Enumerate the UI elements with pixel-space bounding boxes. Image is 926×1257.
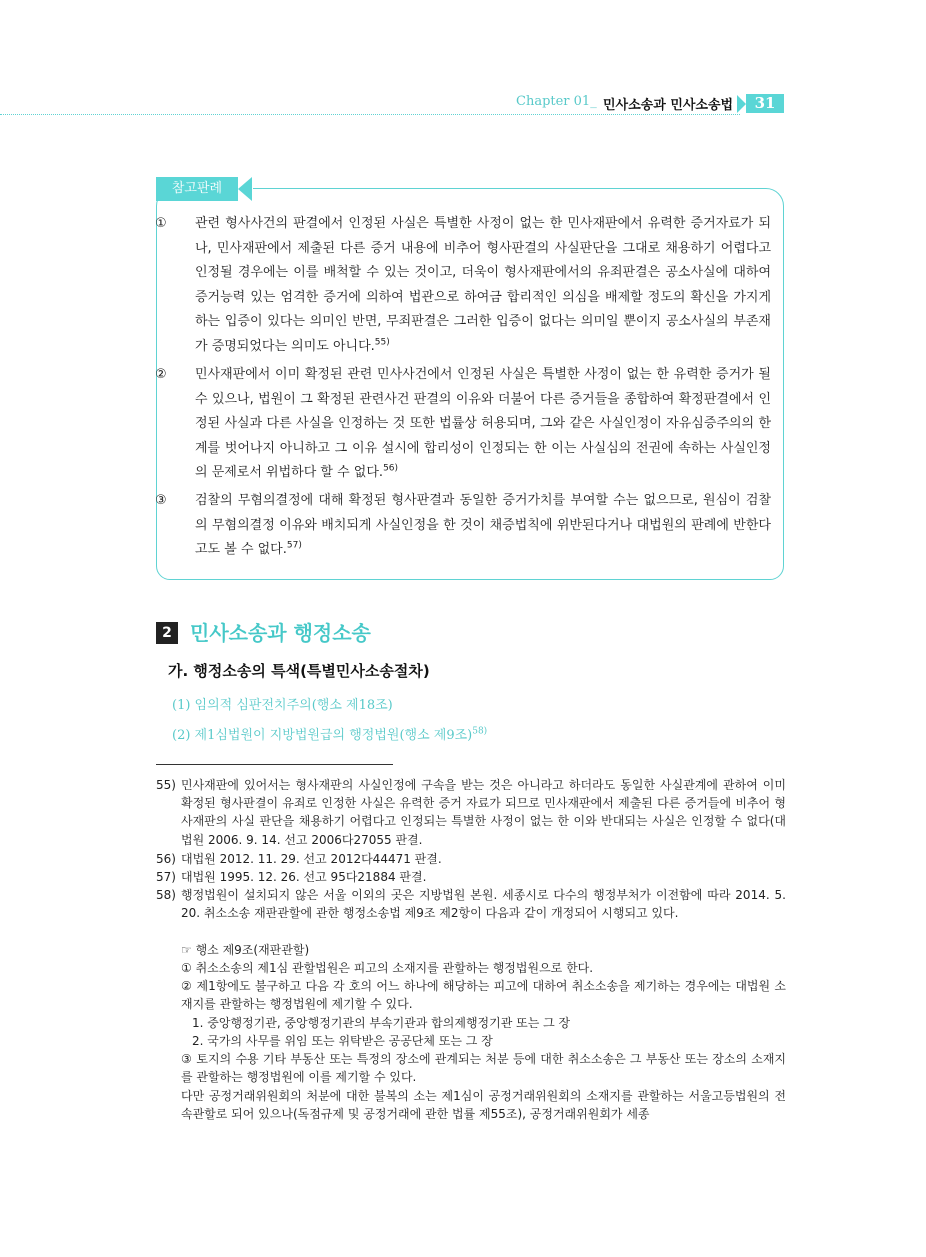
footnote-label: 58) (156, 888, 176, 902)
footnote-ref[interactable]: 57) (286, 540, 302, 551)
footnote-text: 행정법원이 설치되지 않은 서울 이외의 곳은 지방법원 본원. 세종시로 다수의 행정부처가 이전함에 따라 2014. 5. 20. 취소소송 재판관할에 관한 행정소송법 제9조 제2항이 다음과 같이 개정되어 시행되고 있다. (181, 888, 786, 921)
footnote-57 (156, 868, 786, 886)
reference-tab-arrow-icon (238, 177, 252, 201)
footnote-label: 57) (156, 870, 176, 884)
footnote-58-heading: ☞ 행소 제9조(재판관할) (181, 943, 310, 957)
header-title: 민사소송과 민사소송법 (603, 98, 734, 113)
section-item-2 (172, 724, 487, 743)
section-number: 2 (156, 622, 178, 644)
footnote-ref[interactable]: 58) (472, 726, 488, 737)
footnote-58-list-item-2: 2. 국가의 사무를 위임 또는 위탁받은 공공단체 또는 그 장 (192, 1034, 493, 1048)
item-text: 관련 형사사건의 판결에서 인정된 사실은 특별한 사정이 없는 한 민사재판에서 유력한 증거자료가 되나, 민사재판에서 제출된 다른 증거 내용에 비추어 형사판결의 사실판단을 그대로 채용하기 어렵다고 인정될 경우에는 이를 배척할 수 있는 것이고, 더욱이 형사재판에서의 유죄판결은 공소사실에 대하여 증거능력 있는 엄격한 증거에 의하여 법관으로 하여금 합리적인 의심을 배제할 정도의 확신을 가지게 하는 입증이 있다는 의미인 반면, 무죄판결은 그러한 입증이 없다는 의미일 뿐이지 공소사실의 부존재가 증명되었다는 의미도 아니다. (195, 216, 771, 354)
section-item-1 (172, 694, 393, 713)
footnote-55 (156, 776, 786, 849)
page-number: 31 (746, 94, 784, 113)
footnote-text: 민사재판에 있어서는 형사재판의 사실인정에 구속을 받는 것은 아니라고 하더라도 동일한 사실관계에 관하여 이미 확정된 형사판결이 유죄로 인정한 사실은 유력한 증거 자료가 되므로 민사재판에서 제출된 다른 증거들에 비추어 형사재판의 사실 판단을 채용하기 어렵다고 인정되는 특별한 사정이 없는 한 이와 반대되는 사실은 인정할 수 없다(대법원 2006. 9. 14. 선고 2006다27055 판결. (181, 778, 786, 847)
section-item-text: (1) 임의적 심판전치주의(행소 제18조) (172, 698, 393, 713)
footnote-58-paragraph-3: ③ 토지의 수용 기타 부동산 또는 특정의 장소에 관계되는 처분 등에 대한 취소소송은 그 부동산 또는 장소의 소재지를 관할하는 행정법원에 이를 제기할 수 있다. (181, 1052, 786, 1085)
item-text: 민사재판에서 이미 확정된 관련 민사사건에서 인정된 사실은 특별한 사정이 없는 한 유력한 증거가 될 수 있으나, 법원이 그 확정된 관련사건 판결의 이유와 더불어 다른 증거들을 종합하여 확정판결에서 인정된 사실과 다른 사실을 인정하는 것 또한 법률상 허용되며, 그와 같은 사실인정이 자유심증주의의 한계를 벗어나지 아니하고 그 이유 설시에 합리성이 인정되는 한 이는 사실심의 전권에 속하는 사실인정의 문제로서 위법하다 할 수 없다. (195, 367, 771, 480)
section-item-text: (2) 제1심법원이 지방법원급의 행정법원(행소 제9조) (172, 728, 473, 743)
item-number: ① (155, 216, 167, 231)
item-number: ③ (155, 493, 167, 508)
header-rule (0, 114, 740, 115)
footnote-56 (156, 850, 786, 868)
reference-item-1 (155, 212, 771, 359)
footnote-text: 대법원 2012. 11. 29. 선고 2012다44471 판결. (181, 852, 442, 866)
item-number: ② (155, 367, 167, 382)
footnote-58-paragraph-4: 다만 공정거래위원회의 처분에 대한 불복의 소는 제1심이 공정거래위원회의 소재지를 관할하는 서울고등법원의 전속관할로 되어 있으나(독점규제 및 공정거래에 관한 법률 제55조), 공정거래위원회가 세종 (181, 1089, 786, 1122)
header-arrow-icon (737, 95, 746, 113)
footnote-58-paragraph-1: ① 취소소송의 제1심 관할법원은 피고의 소재지를 관할하는 행정법원으로 한다. (181, 961, 594, 975)
footnote-ref[interactable]: 56) (383, 463, 399, 474)
reference-tab: 참고판례 (156, 177, 238, 201)
footnote-58-list-item-1: 1. 중앙행정기관, 중앙행정기관의 부속기관과 합의제행정기관 또는 그 장 (192, 1016, 571, 1030)
item-text: 검찰의 무혐의결정에 대해 확정된 형사판결과 동일한 증거가치를 부여할 수는 없으므로, 원심이 검찰의 무혐의결정 이유와 배치되게 사실인정을 한 것이 채증법칙에 위반된다거나 대법원의 판례에 반한다고도 볼 수 없다. (195, 493, 771, 557)
footnote-58 (156, 886, 786, 922)
footnote-58-paragraph-2: ② 제1항에도 불구하고 다음 각 호의 어느 하나에 해당하는 피고에 대하여 취소소송을 제기하는 경우에는 대법원 소재지를 관할하는 행정법원에 제기할 수 있다. (181, 979, 786, 1012)
footnote-rule (156, 764, 393, 765)
reference-item-3 (155, 489, 771, 563)
footnote-label: 56) (156, 852, 176, 866)
section-title: 민사소송과 행정소송 (190, 621, 371, 645)
footnote-label: 55) (156, 778, 176, 792)
header-chapter: Chapter 01_ (516, 94, 597, 109)
subsection-title: 가. 행정소송의 특색(특별민사소송절차) (168, 662, 430, 680)
reference-item-2 (155, 363, 771, 486)
footnote-ref[interactable]: 55) (374, 337, 390, 348)
footnote-text: 대법원 1995. 12. 26. 선고 95다21884 판결. (181, 870, 427, 884)
